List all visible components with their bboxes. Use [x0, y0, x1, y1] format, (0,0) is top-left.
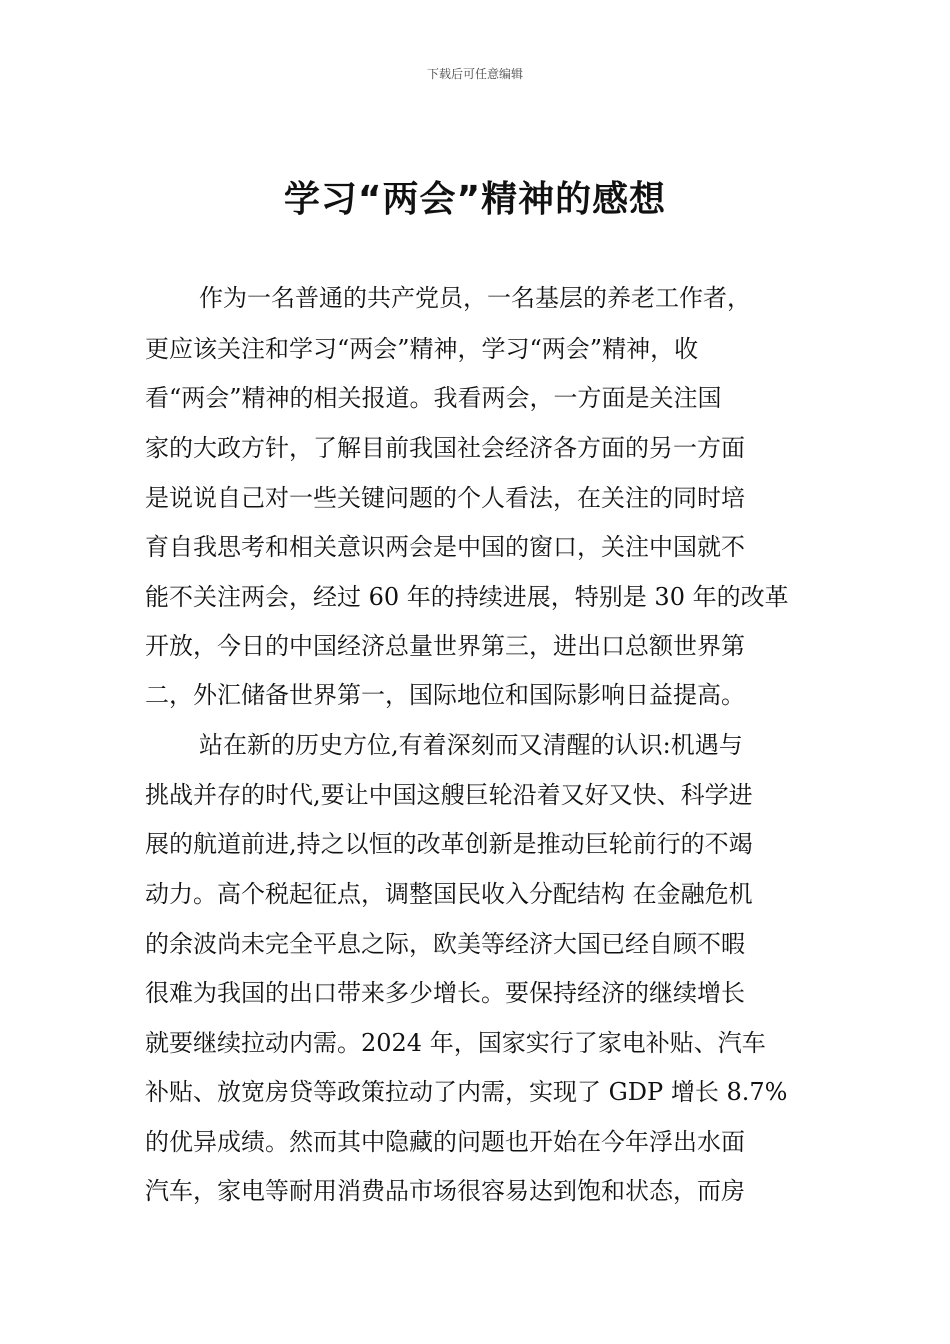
paragraph-line: 的优异成绩。然而其中隐藏的问题也开始在今年浮出水面: [145, 1128, 745, 1156]
paragraph-line: 动力。高个税起征点，调整国民收入分配结构 在金融危机: [145, 880, 753, 908]
paragraph-line: 展的航道前进,持之以恒的改革创新是推动巨轮前行的不竭: [145, 830, 753, 858]
paragraph-line: 是说说自己对一些关键问题的个人看法，在关注的同时培: [145, 484, 745, 512]
paragraph-line: 很难为我国的出口带来多少增长。要保持经济的继续增长: [145, 979, 745, 1007]
paragraph-line: 汽车，家电等耐用消费品市场很容易达到饱和状态，而房: [145, 1177, 745, 1205]
paragraph-line: 开放，今日的中国经济总量世界第三，进出口总额世界第: [145, 632, 745, 660]
paragraph-line: 补贴、放宽房贷等政策拉动了内需，实现了 GDP 增长 8.7%: [145, 1078, 788, 1106]
paragraph-line: 就要继续拉动内需。2024 年，国家实行了家电补贴、汽车: [145, 1029, 766, 1057]
paragraph-line: 二，外汇储备世界第一，国际地位和国际影响日益提高。: [145, 681, 745, 709]
paragraph-line: 更应该关注和学习“两会”精神，学习“两会”精神，收: [145, 335, 699, 363]
paragraph-line: 挑战并存的时代,要让中国这艘巨轮沿着又好又快、科学进: [145, 781, 753, 809]
paragraph-line: 能不关注两会，经过 60 年的持续进展，特别是 30 年的改革: [145, 583, 789, 611]
paragraph-line: 作为一名普通的共产党员，一名基层的养老工作者，: [199, 284, 751, 312]
paragraph-line: 看“两会”精神的相关报道。我看两会，一方面是关注国: [145, 384, 722, 412]
paragraph-line: 站在新的历史方位,有着深刻而又清醒的认识:机遇与: [199, 731, 743, 759]
document-title: 学习“两会”精神的感想: [283, 179, 667, 220]
paragraph-line: 的余波尚未完全平息之际，欧美等经济大国已经自顾不暇: [145, 930, 745, 958]
header-note: 下载后可任意编辑: [426, 67, 523, 81]
paragraph-line: 家的大政方针，了解目前我国社会经济各方面的另一方面: [145, 434, 745, 462]
paragraph-line: 育自我思考和相关意识两会是中国的窗口，关注中国就不: [145, 533, 745, 561]
